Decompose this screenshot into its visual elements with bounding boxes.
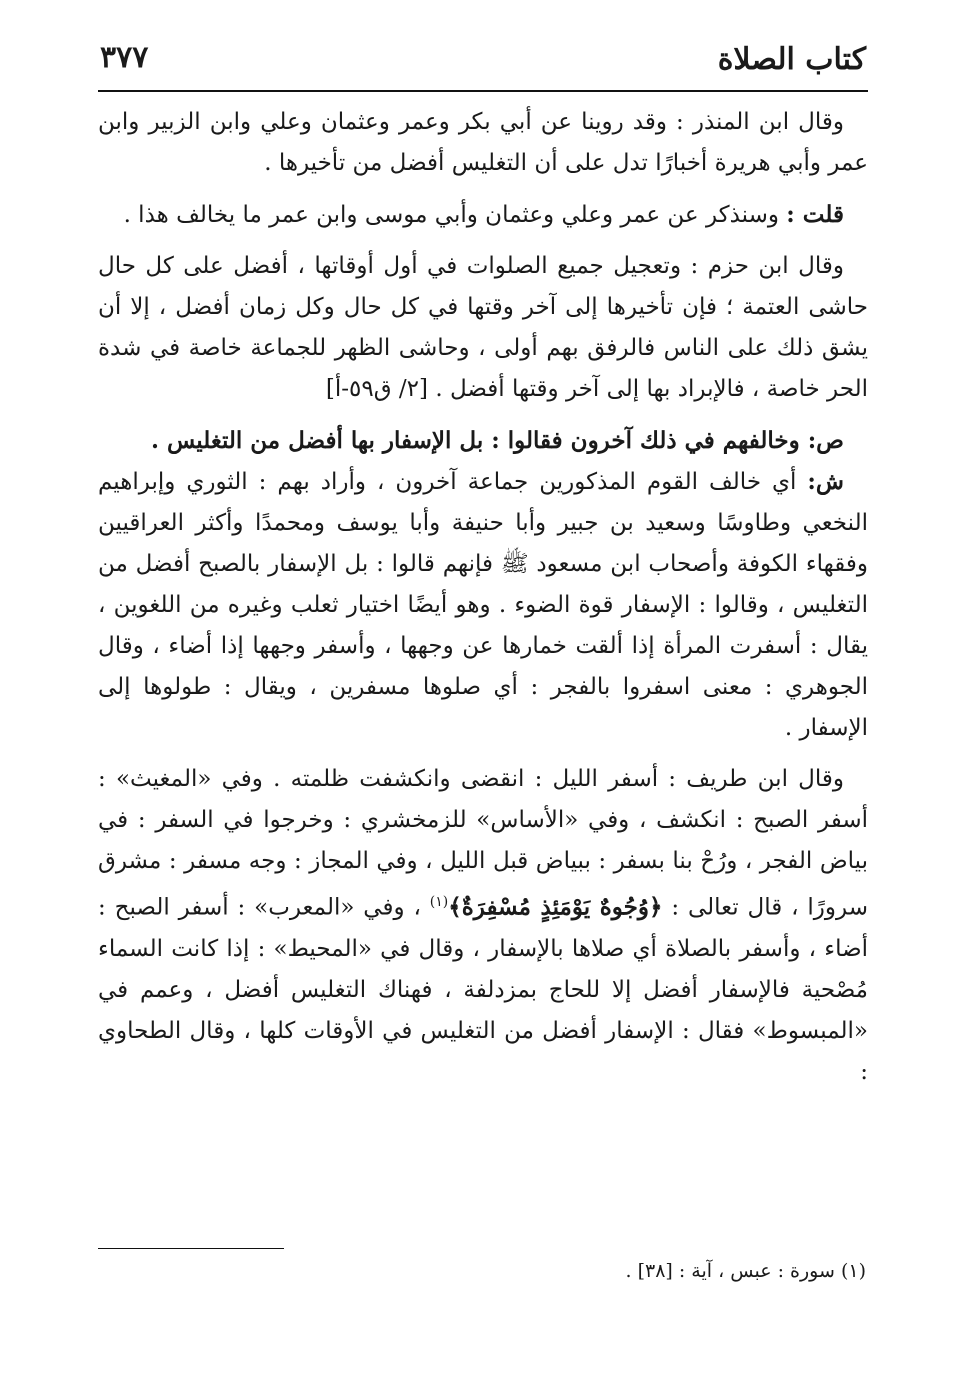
paragraph-ibn-almundhir: وقال ابن المنذر : وقد روينا عن أبي بكر وعمر وعثمان وعلي وابن الزبير وابن عمر وأبي هريرة أخبارًا تدل على أن التغليس أفضل من تأخيرها . xyxy=(98,109,868,176)
document-page xyxy=(98,30,868,1350)
paragraph-qultu xyxy=(98,194,868,236)
ibn-tarif-text-a: وقال ابن طريف : أسفر الليل : انقضى وانكشفت ظلمته . وفي «المغيث» : أسفر الصبح : انكشف ، وفي «الأساس» للزمخشري : وخرجوا في السفر : في بياض الفجر ، ورُحْ بنا بسفر : ببياض قبل الليل ، وفي المجاز : وجه مسفر : مشرق سرورًا ، قال تعالى : xyxy=(98,766,868,921)
paragraph-matn-sad: ص: وخالفهم في ذلك آخرون فقالوا : بل الإسفار بها أفضل من التغليس . xyxy=(150,427,844,454)
footnote: (١) سورة : عبس ، آية : [٣٨] . xyxy=(625,1260,866,1282)
paragraph-ibn-tarif xyxy=(98,759,868,1093)
page-header xyxy=(98,30,868,86)
ibn-tarif-text-b: ، وفي «المعرب» : أسفر الصبح : أضاء ، وأسفر بالصلاة أي صلاها بالإسفار ، وقال في «المحيط» : إذا كانت السماء مُصْحية فالإسفار أفضل إلا للحاج بمزدلفة ، فهناك التغليس أفضل ، وعمم في «المبسوط» فقال : الإسفار أفضل من التغليس في الأوقات كلها ، وقال الطحاوي : xyxy=(98,894,868,1085)
footnote-rule xyxy=(98,1248,284,1249)
qultu-label: قلت : xyxy=(786,201,844,228)
page-body xyxy=(98,102,868,1093)
footnote-marker: (١) xyxy=(429,894,449,910)
qultu-text: وسنذكر عن عمر وعلي وعثمان وأبي موسى وابن عمر ما يخالف هذا . xyxy=(123,202,787,228)
header-rule xyxy=(98,90,868,92)
quran-verse: ﴿وُجُوهٌ يَوْمَئِذٍ مُسْفِرَةٌ﴾ xyxy=(448,893,663,921)
paragraph-sharh xyxy=(98,461,868,749)
page-number: ٣٧٧ xyxy=(100,40,149,75)
book-title: كتاب الصلاة xyxy=(717,42,866,77)
sharh-text: أي خالف القوم المذكورين جماعة آخرون ، وأراد بهم : الثوري وإبراهيم النخعي وطاوسًا وسعيد بن جبير وأبا حنيفة وأبا يوسف ومحمدًا وأكثر العراقيين وفقهاء الكوفة وأصحاب ابن مسعود ﷺ فإنهم قالوا : بل الإسفار بالصبح أفضل من التغليس ، وقالوا : الإسفار قوة الضوء . وهو أيضًا اختيار ثعلب وغيره من اللغوين ، يقال : أسفرت المرأة إذا ألقت خمارها عن وجهها ، وأسفر وجهها إذا أضاء ، وقال الجوهري : معنى اسفروا بالفجر : أي صلوها مسفرين ، ويقال : طولوها إلى الإسفار . xyxy=(98,469,868,741)
sharh-label: ش: xyxy=(807,468,844,495)
paragraph-ibn-hazm: وقال ابن حزم : وتعجيل جميع الصلوات في أول أوقاتها ، أفضل على كل حال حاشى العتمة ؛ فإن تأخيرها إلى آخر وقتها في كل حال وكل زمان أفضل ، إلا أن يشق ذلك على الناس فالرفق بهم أولى ، وحاشى الظهر للجماعة خاصة في شدة الحر خاصة ، فالإبراد بها إلى آخر وقتها أفضل . [٢/ ق٥٩-أ] xyxy=(98,253,868,402)
